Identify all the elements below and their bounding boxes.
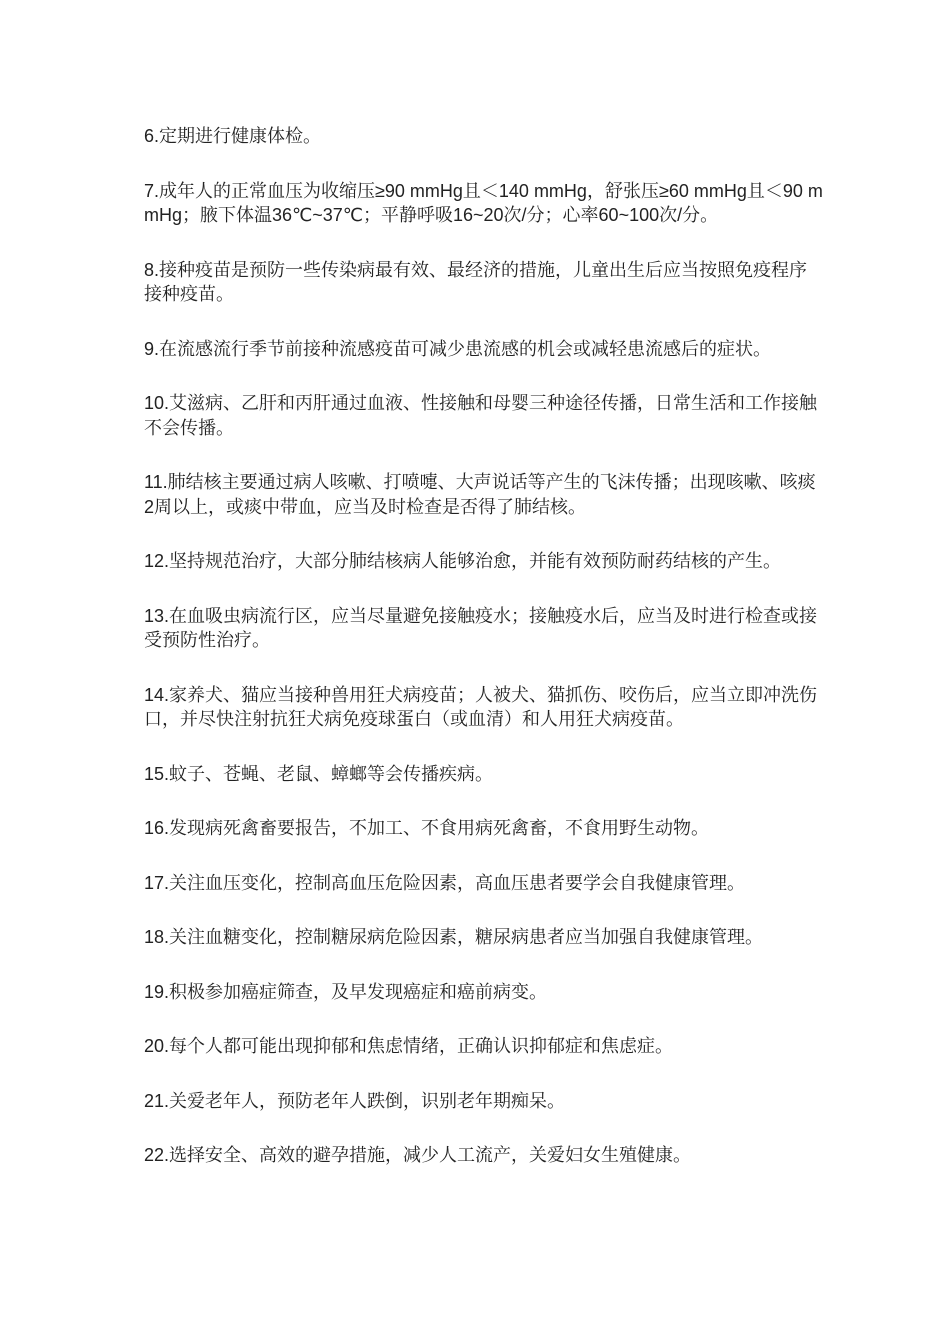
paragraph-11: 11.肺结核主要通过病人咳嗽、打喷嚏、大声说话等产生的飞沫传播；出现咳嗽、咳痰2周以上，或痰中带血，应当及时检查是否得了肺结核。 bbox=[144, 472, 816, 517]
paragraph-20: 20.每个人都可能出现抑郁和焦虑情绪，正确认识抑郁症和焦虑症。 bbox=[144, 1036, 674, 1056]
paragraph-19: 19.积极参加癌症筛查，及早发现癌症和癌前病变。 bbox=[144, 981, 548, 1002]
paragraph-9: 9.在流感流行季节前接种流感疫苗可减少患流感的机会或减轻患流感后的症状。 bbox=[144, 338, 772, 359]
paragraph-17: 17.关注血压变化，控制高血压危险因素，高血压患者要学会自我健康管理。 bbox=[144, 872, 746, 893]
paragraph-14: 14.家养犬、猫应当接种兽用狂犬病疫苗；人被犬、猫抓伤、咬伤后，应当立即冲洗伤口，并尽快注射抗狂犬病免疫球蛋白（或血清）和人用狂犬病疫苗。 bbox=[144, 684, 818, 729]
paragraph-18: 18.关注血糖变化，控制糖尿病危险因素，糖尿病患者应当加强自我健康管理。 bbox=[144, 927, 764, 947]
paragraph-13: 13.在血吸虫病流行区，应当尽量避免接触疫水；接触疫水后，应当及时进行检查或接受预防性治疗。 bbox=[144, 605, 818, 650]
paragraph-7: 7.成年人的正常血压为收缩压≥90 mmHg且＜140 mmHg，舒张压≥60 mmHg且＜90 mmHg；腋下体温36℃~37℃；平静呼吸16~20次/分；心率60~100次/分。 bbox=[144, 180, 823, 225]
paragraph-22: 22.选择安全、高效的避孕措施，减少人工流产，关爱妇女生殖健康。 bbox=[144, 1145, 692, 1165]
paragraph-10: 10.艾滋病、乙肝和丙肝通过血液、性接触和母婴三种途径传播，日常生活和工作接触不会传播。 bbox=[144, 393, 818, 438]
paragraph-8: 8.接种疫苗是预防一些传染病最有效、最经济的措施，儿童出生后应当按照免疫程序接种疫苗。 bbox=[144, 259, 808, 304]
paragraph-15: 15.蚊子、苍蝇、老鼠、蟑螂等会传播疾病。 bbox=[144, 763, 494, 784]
paragraph-16: 16.发现病死禽畜要报告，不加工、不食用病死禽畜，不食用野生动物。 bbox=[144, 818, 710, 838]
paragraph-12: 12.坚持规范治疗，大部分肺结核病人能够治愈，并能有效预防耐药结核的产生。 bbox=[144, 551, 782, 571]
paragraph-21: 21.关爱老年人，预防老年人跌倒，识别老年期痴呆。 bbox=[144, 1090, 566, 1111]
document-page bbox=[144, 124, 824, 1198]
paragraph-6: 6.定期进行健康体检。 bbox=[144, 126, 322, 146]
